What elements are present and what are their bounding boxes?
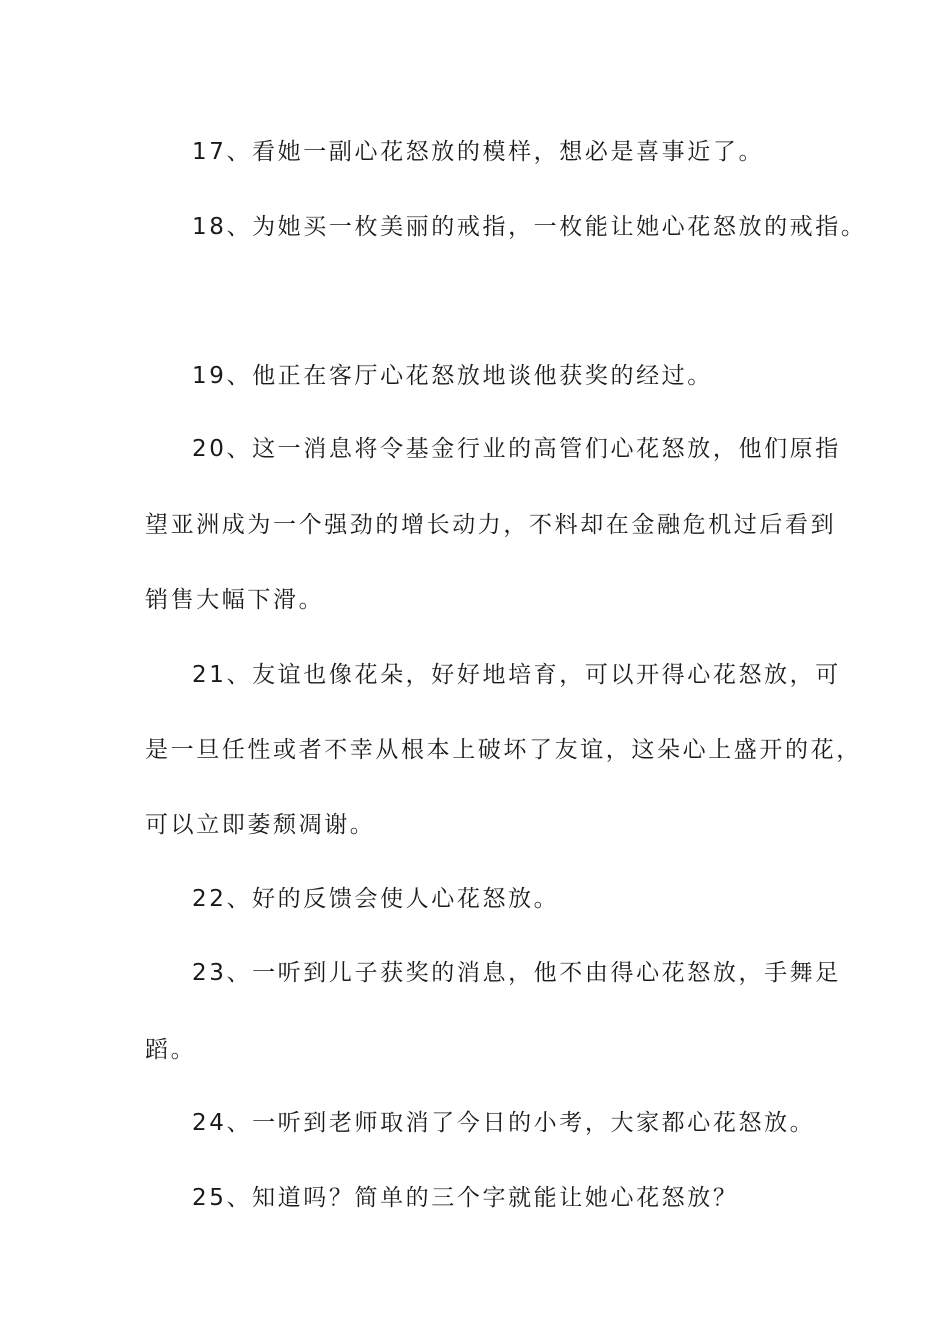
paragraph-23-line-2: 蹈。 — [145, 1037, 197, 1063]
paragraph-25-line-1: 25、知道吗？简单的三个字就能让她心花怒放？ — [192, 1185, 739, 1211]
paragraph-18-line-1: 18、为她买一枚美丽的戒指，一枚能让她心花怒放的戒指。 — [192, 214, 867, 240]
paragraph-19-line-1: 19、他正在客厅心花怒放地谈他获奖的经过。 — [192, 363, 713, 389]
paragraph-20-line-3: 销售大幅下滑。 — [145, 587, 325, 613]
paragraph-21-line-2: 是一旦任性或者不幸从根本上破坏了友谊，这朵心上盛开的花， — [145, 737, 862, 763]
paragraph-21-line-1: 21、友谊也像花朵，好好地培育，可以开得心花怒放，可 — [192, 662, 841, 688]
paragraph-20-line-2: 望亚洲成为一个强劲的增长动力，不料却在金融危机过后看到 — [145, 512, 837, 538]
paragraph-21-line-3: 可以立即萎颓凋谢。 — [145, 812, 376, 838]
paragraph-23-line-1: 23、一听到儿子获奖的消息，他不由得心花怒放，手舞足 — [192, 960, 841, 986]
paragraph-24-line-1: 24、一听到老师取消了今日的小考，大家都心花怒放。 — [192, 1110, 816, 1136]
paragraph-22-line-1: 22、好的反馈会使人心花怒放。 — [192, 886, 560, 912]
paragraph-17-line-1: 17、看她一副心花怒放的模样，想必是喜事近了。 — [192, 139, 765, 165]
paragraph-20-line-1: 20、这一消息将令基金行业的高管们心花怒放，他们原指 — [192, 436, 841, 462]
